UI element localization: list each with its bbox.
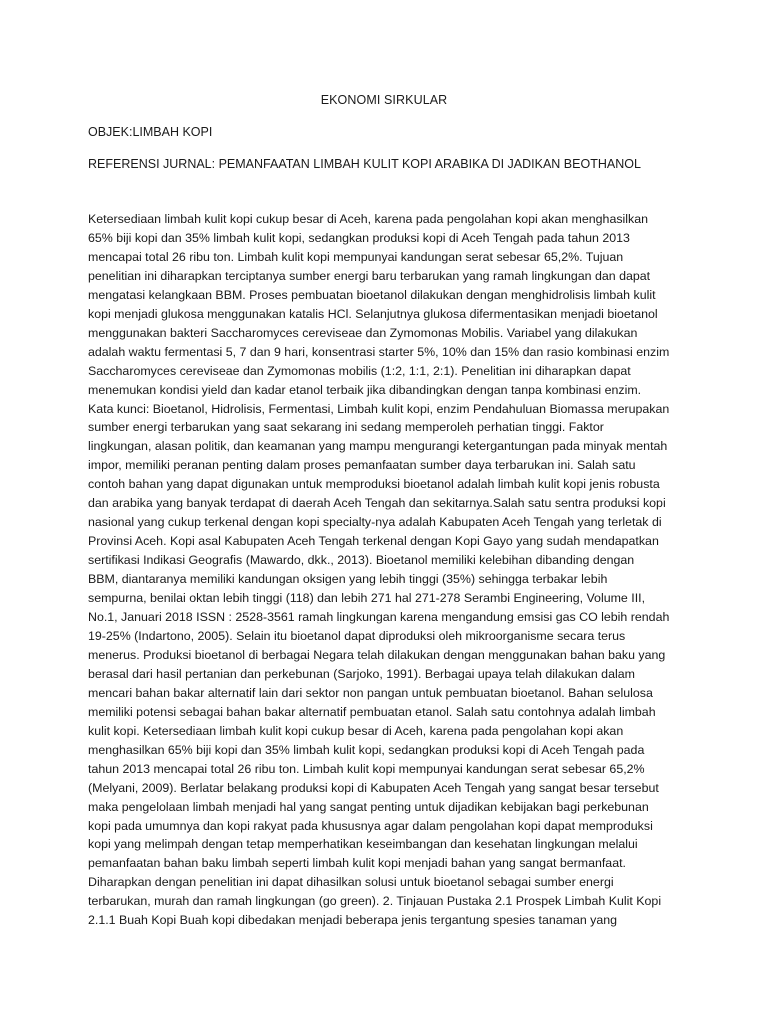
body-line: mengatasi kelangkaan BBM. Proses pembuatan bioetanol dilakukan dengan menghidrolisis limbah kulit: [88, 287, 656, 302]
body-line: Diharapkan dengan penelitian ini dapat dihasilkan solusi untuk bioetanol sebagai sumber energi: [88, 875, 614, 890]
body-line: maka pengelolaan limbah menjadi hal yang sangat penting untuk dijadikan kebijakan bagi perkebunan: [88, 799, 649, 814]
body-line: mencari bahan bakar alternatif lain dari sektor non pangan untuk pembuatan bioetanol. Bahan selulosa: [88, 685, 653, 700]
body-line: kopi pada umumnya dan kopi rakyat pada khususnya agar dalam pengolahan kopi dapat memproduksi: [88, 818, 653, 833]
body-line: menghasilkan 65% biji kopi dan 35% limbah kulit kopi, sedangkan produksi kopi di Aceh Tengah pada: [88, 742, 645, 757]
body-line: Provinsi Aceh. Kopi asal Kabupaten Aceh Tengah terkenal dengan Kopi Gayo yang sudah mendapatkan: [88, 534, 659, 549]
body-line: memiliki potensi sebagai bahan bakar alternatif pembuatan etanol. Salah satu contohnya adalah limbah: [88, 704, 656, 719]
body-line: mencapai total 26 ribu ton. Limbah kulit kopi mempunyai kandungan serat sebesar 65,2%. Tujuan: [88, 249, 624, 264]
body-line: kopi menjadi glukosa menggunakan katalis HCl. Selanjutnya glukosa difermentasikan menjadi bioetanol: [88, 306, 658, 321]
body-line: 19-25% (Indartono, 2005). Selain itu bioetanol dapat diproduksi oleh mikroorganisme secara terus: [88, 628, 626, 643]
body-line: nasional yang cukup terkenal dengan kopi specialty-nya adalah Kabupaten Aceh Tengah yang terletak di: [88, 515, 662, 530]
body-line: kulit kopi. Ketersediaan limbah kulit kopi cukup besar di Aceh, karena pada pengolahan kopi akan: [88, 723, 624, 738]
body-line: adalah waktu fermentasi 5, 7 dan 9 hari, konsentrasi starter 5%, 10% dan 15% dan rasio kombinasi enzim: [88, 344, 670, 359]
body-line: menemukan kondisi yield dan kadar etanol terbaik jika dibandingkan dengan tanpa kombinasi enzim.: [88, 382, 642, 397]
body-line: 2.1.1 Buah Kopi Buah kopi dibedakan menjadi beberapa jenis tergantung spesies tanaman yang: [88, 913, 618, 928]
body-line: 65% biji kopi dan 35% limbah kulit kopi, sedangkan produksi kopi di Aceh Tengah pada tahun 2013: [88, 230, 630, 245]
document-title: EKONOMI SIRKULAR: [320, 93, 448, 107]
body-line: No.1, Januari 2018 ISSN : 2528-3561 ramah lingkungan karena mengandung emsisi gas CO lebih rendah: [88, 610, 670, 625]
body-line: Kata kunci: Bioetanol, Hidrolisis, Fermentasi, Limbah kulit kopi, enzim Pendahuluan Biomassa merupakan: [88, 401, 670, 416]
body-line: menggunakan bakteri Saccharomyces cereviseae dan Zymomonas Mobilis. Variabel yang dilakukan: [88, 325, 638, 340]
body-line: kopi yang melimpah dengan tetap memperhatikan keseimbangan dan kesehatan lingkungan melalui: [88, 837, 638, 852]
body-line: dan arabika yang banyak terdapat di daerah Aceh Tengah dan sekitarnya.Salah satu sentra produksi kopi: [88, 496, 666, 511]
body-line: berasal dari hasil pertanian dan perkebunan (Sarjoko, 1991). Berbagai upaya telah dilakukan dalam: [88, 666, 635, 681]
referensi-line: REFERENSI JURNAL: PEMANFAATAN LIMBAH KULIT KOPI ARABIKA DI JADIKAN BEOTHANOL: [88, 157, 641, 171]
body-line: sertifikasi Indikasi Geografis (Mawardo, dkk., 2013). Bioetanol memiliki kelebihan dibanding dengan: [88, 553, 635, 568]
body-line: impor, memiliki peranan penting dalam proses pemanfaatan sumber daya terbarukan ini. Salah satu: [88, 458, 636, 473]
body-line: menerus. Produksi bioetanol di berbagai Negara telah dilakukan dengan menggunakan bahan baku yang: [88, 647, 666, 662]
objek-line: OBJEK:LIMBAH KOPI: [88, 125, 213, 139]
body-line: BBM, diantaranya memiliki kandungan oksigen yang lebih tinggi (35%) sehingga terbakar lebih: [88, 572, 608, 587]
body-line: contoh bahan yang dapat digunakan untuk memproduksi bioetanol adalah limbah kulit kopi jenis robusta: [88, 477, 660, 492]
body-line: tahun 2013 mencapai total 26 ribu ton. Limbah kulit kopi mempunyai kandungan serat sebesar 65,2%: [88, 761, 645, 776]
body-line: pemanfaatan bahan baku limbah seperti limbah kulit kopi menjadi bahan yang sangat bermanfaat.: [88, 856, 626, 871]
body-line: (Melyani, 2009). Berlatar belakang produksi kopi di Kabupaten Aceh Tengah yang sangat besar tersebut: [88, 780, 659, 795]
body-line: Saccharomyces cereviseae dan Zymomonas mobilis (1:2, 1:1, 2:1). Penelitian ini diharapkan dapat: [88, 363, 631, 378]
body-paragraph: [88, 210, 688, 930]
body-line: lingkungan, alasan politik, dan keamanan yang mampu mengurangi ketergantungan pada minyak mentah: [88, 439, 668, 454]
body-line: sumber energi terbarukan yang saat sekarang ini sedang memperoleh perhatian tinggi. Faktor: [88, 420, 604, 435]
body-line: penelitian ini diharapkan terciptanya sumber energi baru terbarukan yang ramah lingkungan dan dapat: [88, 268, 651, 283]
body-line: sempurna, benilai oktan lebih tinggi (118) dan lebih 271 hal 271-278 Serambi Engineering, Volume III,: [88, 591, 646, 606]
body-line: Ketersediaan limbah kulit kopi cukup besar di Aceh, karena pada pengolahan kopi akan menghasilkan: [88, 212, 649, 226]
body-line: terbarukan, murah dan ramah lingkungan (go green). 2. Tinjauan Pustaka 2.1 Prospek Limbah Kulit Kopi: [88, 894, 662, 909]
